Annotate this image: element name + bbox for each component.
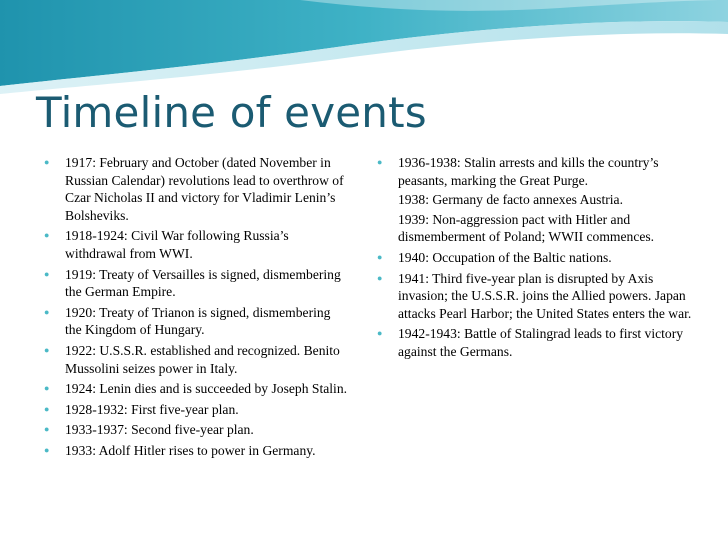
- timeline-item-text: 1936-1938: Stalin arrests and kills the country’s peasants, marking the Great Purge.: [398, 155, 659, 188]
- timeline-item: [44, 380, 348, 398]
- timeline-item-text: 1924: Lenin dies and is succeeded by Joseph Stalin.: [65, 381, 348, 397]
- bullet-icon: ●: [377, 157, 383, 167]
- header-wave-decoration: [0, 0, 728, 95]
- timeline-item-text: 1940: Occupation of the Baltic nations.: [398, 249, 612, 265]
- timeline-item: [377, 249, 697, 267]
- bullet-icon: ●: [44, 444, 50, 455]
- timeline-item-text: 1920: Treaty of Trianon is signed, dismembering the Kingdom of Hungary.: [65, 304, 331, 338]
- timeline-item-continued: [377, 211, 697, 246]
- wave-band-dark: [0, 0, 728, 86]
- timeline-item: [44, 442, 348, 460]
- bullet-icon: ●: [377, 272, 383, 283]
- timeline-item: [44, 342, 348, 377]
- timeline-item-text: 1941: Third five-year plan is disrupted by Axis invasion; the U.S.S.R. joins the Allied powers. Japan attacks Pearl Harbor; the United States enters the war.: [398, 270, 692, 321]
- timeline-item-text: 1919: Treaty of Versailles is signed, dismembering the German Empire.: [65, 266, 341, 300]
- timeline-item-text: 1942-1943: Battle of Stalingrad leads to first victory against the Germans.: [398, 326, 684, 359]
- timeline-item-text: 1939: Non-aggression pact with Hitler and dismemberment of Poland; WWII commences.: [398, 211, 655, 245]
- timeline-item: [44, 154, 348, 224]
- bullet-icon: ●: [44, 230, 50, 241]
- timeline-item-text: 1917: February and October (dated November in Russian Calendar) revolutions lead to overthrow of Czar Nicholas II and victory for Vladimir Lenin’s Bolsheviks.: [65, 155, 344, 223]
- bullet-icon: ●: [44, 424, 50, 435]
- timeline-item-text: 1933-1937: Second five-year plan.: [65, 422, 254, 438]
- timeline-item: [44, 401, 348, 419]
- bullet-icon: ●: [44, 268, 50, 279]
- bullet-icon: ●: [44, 383, 50, 394]
- bullet-icon: ●: [377, 251, 383, 262]
- timeline-item-text: 1938: Germany de facto annexes Austria.: [398, 192, 623, 208]
- timeline-item-text: 1922: U.S.S.R. established and recognized. Benito Mussolini seizes power in Italy.: [65, 342, 340, 376]
- timeline-column-right: [377, 154, 697, 364]
- timeline-item-text: 1928-1932: First five-year plan.: [65, 401, 239, 417]
- bullet-icon: ●: [44, 306, 50, 317]
- timeline-item-text: 1918-1924: Civil War following Russia’s withdrawal from WWI.: [65, 228, 289, 261]
- timeline-item: [377, 154, 697, 189]
- timeline-item: [377, 270, 697, 323]
- timeline-item-continued: [377, 191, 697, 209]
- bullet-icon: ●: [44, 344, 50, 355]
- timeline-item: [44, 227, 348, 262]
- timeline-item: [44, 304, 348, 339]
- bullet-icon: ●: [44, 157, 50, 167]
- timeline-column-left: [44, 154, 348, 463]
- timeline-item: [44, 421, 348, 439]
- bullet-icon: ●: [377, 328, 383, 339]
- slide-title: Timeline of events: [36, 88, 427, 137]
- timeline-item-text: 1933: Adolf Hitler rises to power in Germany.: [65, 442, 316, 458]
- timeline-item: [377, 325, 697, 360]
- timeline-item: [44, 266, 348, 301]
- bullet-icon: ●: [44, 403, 50, 414]
